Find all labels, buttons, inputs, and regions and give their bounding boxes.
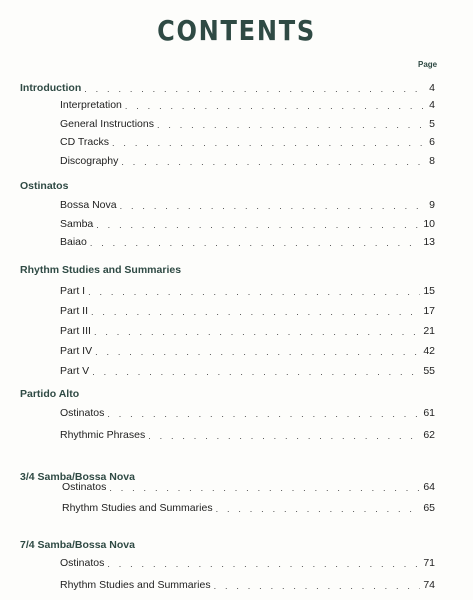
entry-page-number: 55 — [423, 365, 435, 377]
entry-page-number: 4 — [429, 82, 435, 94]
toc-entry — [60, 343, 435, 357]
entry-page-number: 21 — [423, 325, 435, 337]
entry-page-number: 6 — [429, 136, 435, 148]
dot-leader — [95, 347, 420, 357]
dot-leader — [125, 101, 426, 111]
entry-label: Rhythm Studies and Summaries — [62, 502, 213, 514]
toc-entry — [62, 500, 435, 514]
section-heading — [20, 80, 435, 94]
entry-label: Baiao — [60, 236, 87, 248]
toc-entry — [60, 427, 435, 441]
dot-leader — [90, 238, 420, 248]
entry-label: Ostinatos — [62, 481, 107, 493]
toc-entry — [60, 116, 435, 130]
entry-label: Discography — [60, 154, 119, 167]
entry-label: Introduction — [20, 82, 82, 94]
toc-entry — [60, 134, 435, 148]
section-heading: Ostinatos — [20, 180, 69, 192]
toc-entry — [60, 577, 435, 591]
entry-page-number: 42 — [423, 345, 435, 357]
toc-entry — [60, 234, 435, 248]
entry-label: Rhythmic Phrases — [60, 428, 146, 441]
entry-page-number: 62 — [423, 428, 435, 441]
page-column-header: Page — [418, 60, 438, 69]
entry-page-number: 13 — [423, 236, 435, 248]
page-title: CONTENTS — [157, 14, 316, 47]
entry-page-number: 17 — [423, 305, 435, 317]
toc-entry — [60, 303, 435, 317]
entry-label: Part IV — [60, 345, 93, 357]
entry-label: Part II — [60, 305, 89, 317]
entry-label: Rhythm Studies and Summaries — [60, 579, 211, 591]
entry-label: Part I — [60, 285, 86, 297]
dot-leader — [94, 327, 420, 337]
toc-entry — [60, 323, 435, 337]
entry-page-number: 4 — [429, 99, 435, 111]
entry-page-number: 64 — [423, 481, 435, 493]
dot-leader — [88, 287, 420, 297]
entry-page-number: 8 — [429, 154, 435, 167]
toc-entry — [60, 97, 435, 111]
dot-leader — [92, 367, 420, 377]
entry-label: Ostinatos — [60, 407, 105, 419]
dot-leader — [96, 220, 420, 230]
entry-page-number: 65 — [423, 502, 435, 514]
toc-entry — [60, 283, 435, 297]
section-heading: 3/4 Samba/Bossa Nova — [20, 471, 135, 483]
dot-leader — [112, 138, 426, 148]
entry-page-number: 5 — [429, 117, 435, 130]
entry-label: Interpretation — [60, 99, 122, 111]
dot-leader — [120, 201, 427, 211]
entry-page-number: 74 — [423, 579, 435, 591]
entry-label: General Instructions — [60, 117, 154, 130]
entry-label: Samba — [60, 217, 94, 230]
entry-label: Bossa Nova — [60, 199, 117, 211]
dot-leader — [107, 409, 420, 419]
entry-page-number: 71 — [423, 557, 435, 569]
entry-page-number: 15 — [423, 285, 435, 297]
dot-leader — [84, 84, 426, 94]
section-heading: Rhythm Studies and Summaries — [20, 264, 182, 276]
section-heading: Partido Alto — [20, 388, 80, 400]
toc-entry — [62, 479, 435, 493]
dot-leader — [107, 559, 420, 569]
entry-label: Part III — [60, 325, 91, 337]
dot-leader — [91, 307, 420, 317]
entry-page-number: 9 — [429, 199, 435, 211]
entry-label: Ostinatos — [60, 557, 105, 569]
dot-leader — [121, 157, 426, 167]
toc-entry — [60, 153, 435, 167]
entry-page-number: 10 — [423, 217, 435, 230]
dot-leader — [216, 504, 421, 514]
dot-leader — [157, 120, 426, 130]
toc-entry — [60, 197, 435, 211]
toc-entry — [60, 405, 435, 419]
dot-leader — [109, 483, 420, 493]
entry-label: Part V — [60, 365, 90, 377]
entry-page-number: 61 — [423, 407, 435, 419]
toc-entry — [60, 363, 435, 377]
entry-label: CD Tracks — [60, 136, 110, 148]
toc-entry — [60, 216, 435, 230]
section-heading: 7/4 Samba/Bossa Nova — [20, 539, 135, 551]
dot-leader — [214, 581, 421, 591]
toc-entry — [60, 555, 435, 569]
dot-leader — [148, 431, 420, 441]
